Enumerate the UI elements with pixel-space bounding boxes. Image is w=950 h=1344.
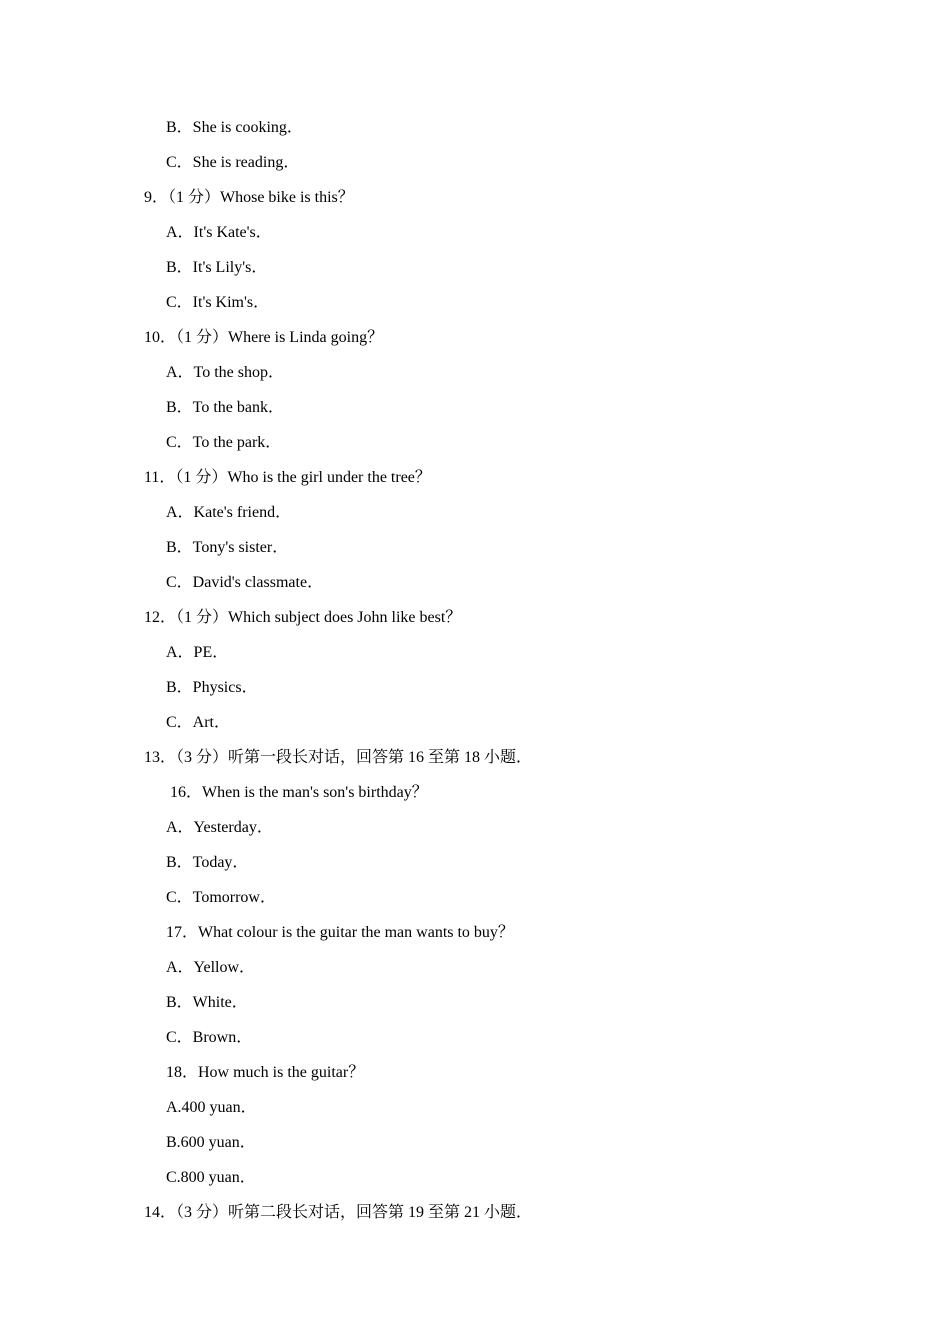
option-q10-c: C．To the park． xyxy=(166,434,282,451)
question-9: 9．（1 分）Whose bike is this？ xyxy=(144,189,354,206)
question-11: 11．（1 分）Who is the girl under the tree？ xyxy=(144,469,431,486)
option-q17-c: C．Brown． xyxy=(166,1029,253,1046)
option-q18-c: C.800 yuan． xyxy=(166,1169,256,1186)
option-q10-b: B．To the bank． xyxy=(166,399,284,416)
option-q8-b: B．She is cooking． xyxy=(166,119,303,136)
option-q17-b: B．White． xyxy=(166,994,248,1011)
sub-question-17: 17．What colour is the guitar the man wants to buy？ xyxy=(166,924,514,941)
question-12: 12．（1 分）Which subject does John like best？ xyxy=(144,609,462,626)
option-q18-a: A.400 yuan． xyxy=(166,1099,257,1116)
option-q12-a: A．PE． xyxy=(166,644,229,661)
question-13: 13．（3 分）听第一段长对话，回答第 16 至第 18 小题． xyxy=(144,749,533,766)
option-q8-c: C．She is reading． xyxy=(166,154,300,171)
option-q11-c: C．David's classmate． xyxy=(166,574,324,591)
option-q10-a: A．To the shop． xyxy=(166,364,284,381)
option-q9-a: A．It's Kate's． xyxy=(166,224,272,241)
sub-question-16: 16．When is the man's son's birthday？ xyxy=(170,784,428,801)
question-10: 10．（1 分）Where is Linda going？ xyxy=(144,329,384,346)
option-q9-b: B．It's Lily's． xyxy=(166,259,268,276)
option-q12-c: C．Art． xyxy=(166,714,231,731)
question-14: 14．（3 分）听第二段长对话，回答第 19 至第 21 小题． xyxy=(144,1204,533,1221)
option-q9-c: C．It's Kim's． xyxy=(166,294,270,311)
option-q18-b: B.600 yuan． xyxy=(166,1134,256,1151)
option-q16-a: A．Yesterday． xyxy=(166,819,273,836)
option-q12-b: B．Physics． xyxy=(166,679,258,696)
option-q11-b: B．Tony's sister． xyxy=(166,539,289,556)
option-q17-a: A．Yellow． xyxy=(166,959,256,976)
option-q16-b: B．Today． xyxy=(166,854,249,871)
option-q11-a: A．Kate's friend． xyxy=(166,504,292,521)
option-q16-c: C．Tomorrow． xyxy=(166,889,276,906)
sub-question-18: 18．How much is the guitar？ xyxy=(166,1064,365,1081)
